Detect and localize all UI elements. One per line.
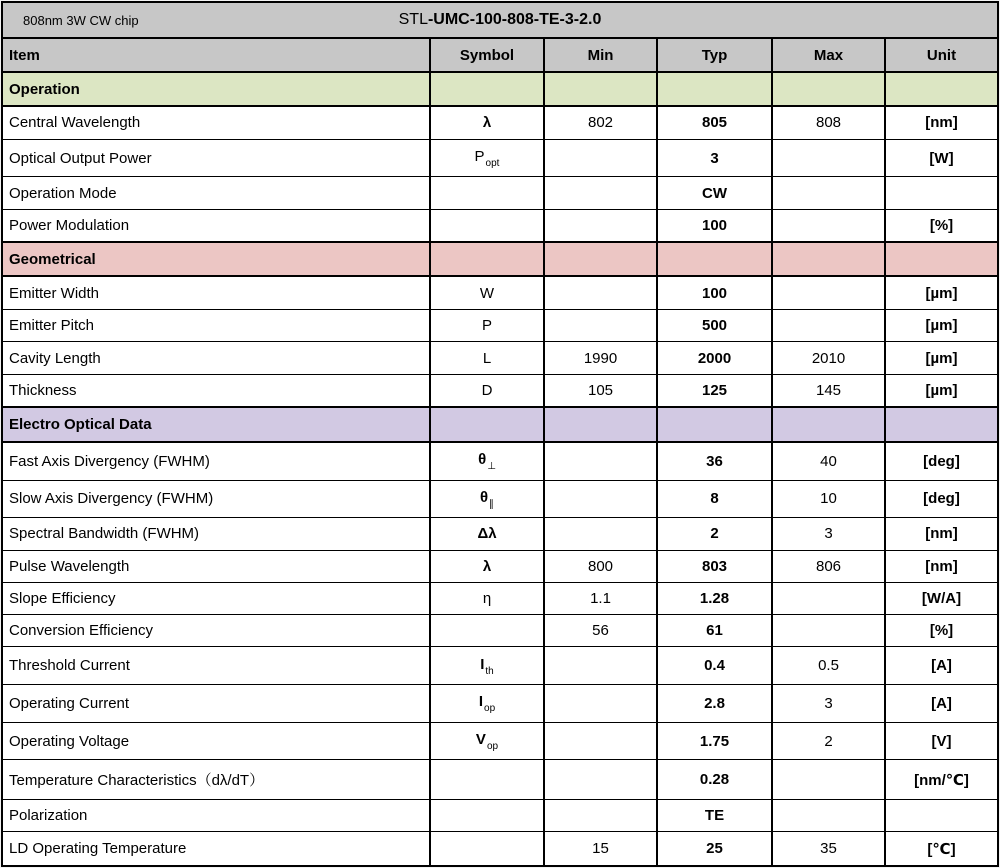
model-suffix: -UMC-100-808-TE-3-2.0 — [427, 11, 602, 28]
table-row — [3, 342, 997, 374]
table-row — [3, 615, 997, 647]
cell-unit: [µm] — [885, 374, 997, 407]
cell-min — [544, 139, 657, 177]
spec-sheet — [1, 1, 999, 867]
table-row — [3, 442, 997, 481]
cell-min: 1.1 — [544, 582, 657, 614]
cell-max: 145 — [772, 374, 885, 407]
cell-item: Operating Current — [3, 685, 430, 723]
cell-min — [544, 518, 657, 550]
cell-min — [544, 209, 657, 242]
cell-symbol: L — [430, 342, 544, 374]
cell-item: Optical Output Power — [3, 139, 430, 177]
table-row — [3, 582, 997, 614]
cell-symbol: D — [430, 374, 544, 407]
section-empty-cell — [430, 242, 544, 276]
model-number — [3, 11, 997, 29]
section-empty-cell — [772, 242, 885, 276]
table-row — [3, 799, 997, 831]
column-header-max: Max — [772, 39, 885, 72]
table-row — [3, 722, 997, 760]
cell-symbol — [430, 209, 544, 242]
section-empty-cell — [544, 242, 657, 276]
table-row — [3, 685, 997, 723]
cell-max — [772, 209, 885, 242]
cell-typ: TE — [657, 799, 772, 831]
column-header-unit: Unit — [885, 39, 997, 72]
column-header-typ: Typ — [657, 39, 772, 72]
section-empty-cell — [772, 407, 885, 441]
cell-unit: [nm/℃] — [885, 760, 997, 799]
cell-typ: 61 — [657, 615, 772, 647]
cell-typ: 100 — [657, 276, 772, 309]
cell-min — [544, 442, 657, 481]
cell-typ: 25 — [657, 832, 772, 865]
cell-item: Central Wavelength — [3, 106, 430, 139]
cell-symbol — [430, 799, 544, 831]
cell-symbol — [430, 832, 544, 865]
table-row — [3, 518, 997, 550]
cell-item: Pulse Wavelength — [3, 550, 430, 582]
cell-unit: [nm] — [885, 518, 997, 550]
cell-min: 1990 — [544, 342, 657, 374]
cell-min: 105 — [544, 374, 657, 407]
spec-table-body — [3, 72, 997, 865]
section-empty-cell — [544, 407, 657, 441]
cell-item: Temperature Characteristics（dλ/dT） — [3, 760, 430, 799]
spec-table — [3, 39, 997, 865]
cell-typ: 805 — [657, 106, 772, 139]
cell-symbol: λ — [430, 106, 544, 139]
cell-min: 800 — [544, 550, 657, 582]
cell-max — [772, 615, 885, 647]
cell-max: 35 — [772, 832, 885, 865]
cell-symbol: $P_{opt}$ — [430, 139, 544, 177]
cell-unit: [W/A] — [885, 582, 997, 614]
cell-max: 3 — [772, 518, 885, 550]
cell-max — [772, 582, 885, 614]
cell-typ: 500 — [657, 310, 772, 342]
section-empty-cell — [772, 72, 885, 106]
cell-symbol — [430, 615, 544, 647]
cell-max: 0.5 — [772, 647, 885, 685]
cell-min: 56 — [544, 615, 657, 647]
section-empty-cell — [657, 242, 772, 276]
cell-item: Conversion Efficiency — [3, 615, 430, 647]
column-header-row — [3, 39, 997, 72]
cell-max — [772, 139, 885, 177]
cell-unit: [V] — [885, 722, 997, 760]
cell-max: 806 — [772, 550, 885, 582]
cell-typ: 803 — [657, 550, 772, 582]
cell-item: Emitter Width — [3, 276, 430, 309]
cell-unit: [deg] — [885, 480, 997, 518]
cell-item: Slope Efficiency — [3, 582, 430, 614]
cell-max — [772, 760, 885, 799]
cell-unit — [885, 799, 997, 831]
cell-unit: [nm] — [885, 550, 997, 582]
cell-min — [544, 276, 657, 309]
section-empty-cell — [430, 72, 544, 106]
table-row — [3, 374, 997, 407]
section-title: Geometrical — [3, 242, 430, 276]
cell-max: 40 — [772, 442, 885, 481]
cell-typ: 0.4 — [657, 647, 772, 685]
section-empty-cell — [544, 72, 657, 106]
cell-min — [544, 760, 657, 799]
cell-symbol: P — [430, 310, 544, 342]
table-row — [3, 276, 997, 309]
cell-item: Threshold Current — [3, 647, 430, 685]
cell-unit — [885, 177, 997, 209]
cell-item: Operating Voltage — [3, 722, 430, 760]
cell-min — [544, 177, 657, 209]
cell-item: LD Operating Temperature — [3, 832, 430, 865]
table-row — [3, 832, 997, 865]
cell-max — [772, 799, 885, 831]
cell-unit: [A] — [885, 647, 997, 685]
table-row — [3, 177, 997, 209]
cell-typ: CW — [657, 177, 772, 209]
section-empty-cell — [885, 242, 997, 276]
table-row — [3, 310, 997, 342]
table-row — [3, 480, 997, 518]
column-header-symbol: Symbol — [430, 39, 544, 72]
table-row — [3, 106, 997, 139]
cell-typ: 2.8 — [657, 685, 772, 723]
cell-item: Polarization — [3, 799, 430, 831]
column-header-min: Min — [544, 39, 657, 72]
cell-item: Operation Mode — [3, 177, 430, 209]
section-empty-cell — [657, 407, 772, 441]
cell-unit: [%] — [885, 615, 997, 647]
cell-min — [544, 310, 657, 342]
cell-item: Thickness — [3, 374, 430, 407]
cell-min — [544, 685, 657, 723]
cell-symbol: $V_{op}$ — [430, 722, 544, 760]
table-row — [3, 139, 997, 177]
cell-unit: [A] — [885, 685, 997, 723]
title-bar — [3, 3, 997, 39]
cell-symbol: $\theta_\perp$ — [430, 442, 544, 481]
cell-max — [772, 177, 885, 209]
section-title: Operation — [3, 72, 430, 106]
cell-typ: 100 — [657, 209, 772, 242]
cell-unit: [℃] — [885, 832, 997, 865]
cell-symbol: η — [430, 582, 544, 614]
cell-symbol: W — [430, 276, 544, 309]
cell-typ: 1.75 — [657, 722, 772, 760]
cell-max — [772, 310, 885, 342]
cell-symbol: $I_{th}$ — [430, 647, 544, 685]
section-header-geometrical — [3, 242, 997, 276]
cell-item: Power Modulation — [3, 209, 430, 242]
cell-max: 2010 — [772, 342, 885, 374]
cell-max: 3 — [772, 685, 885, 723]
cell-typ: 125 — [657, 374, 772, 407]
section-empty-cell — [885, 72, 997, 106]
cell-min — [544, 647, 657, 685]
cell-max: 10 — [772, 480, 885, 518]
cell-min — [544, 480, 657, 518]
cell-typ: 3 — [657, 139, 772, 177]
cell-min: 15 — [544, 832, 657, 865]
cell-symbol — [430, 760, 544, 799]
cell-min: 802 — [544, 106, 657, 139]
column-header-item: Item — [3, 39, 430, 72]
section-header-electro-optical-data — [3, 407, 997, 441]
cell-unit: [W] — [885, 139, 997, 177]
cell-unit: [nm] — [885, 106, 997, 139]
section-header-operation — [3, 72, 997, 106]
table-row — [3, 760, 997, 799]
section-empty-cell — [657, 72, 772, 106]
cell-item: Slow Axis Divergency (FWHM) — [3, 480, 430, 518]
cell-typ: 2 — [657, 518, 772, 550]
cell-max: 808 — [772, 106, 885, 139]
table-row — [3, 209, 997, 242]
cell-item: Cavity Length — [3, 342, 430, 374]
cell-typ: 2000 — [657, 342, 772, 374]
cell-min — [544, 722, 657, 760]
table-row — [3, 647, 997, 685]
section-empty-cell — [885, 407, 997, 441]
cell-item: Fast Axis Divergency (FWHM) — [3, 442, 430, 481]
cell-symbol: $\theta_\parallel$ — [430, 480, 544, 518]
section-title: Electro Optical Data — [3, 407, 430, 441]
cell-unit: [µm] — [885, 342, 997, 374]
cell-unit: [%] — [885, 209, 997, 242]
cell-item: Emitter Pitch — [3, 310, 430, 342]
cell-item: Spectral Bandwidth (FWHM) — [3, 518, 430, 550]
cell-typ: 36 — [657, 442, 772, 481]
cell-symbol: $I_{op}$ — [430, 685, 544, 723]
cell-unit: [µm] — [885, 276, 997, 309]
cell-typ: 8 — [657, 480, 772, 518]
cell-symbol — [430, 177, 544, 209]
cell-min — [544, 799, 657, 831]
section-empty-cell — [430, 407, 544, 441]
cell-max: 2 — [772, 722, 885, 760]
table-row — [3, 550, 997, 582]
cell-symbol: Δλ — [430, 518, 544, 550]
cell-max — [772, 276, 885, 309]
cell-typ: 1.28 — [657, 582, 772, 614]
model-prefix: STL — [398, 11, 428, 28]
cell-typ: 0.28 — [657, 760, 772, 799]
cell-unit: [deg] — [885, 442, 997, 481]
cell-unit: [µm] — [885, 310, 997, 342]
chip-description: 808nm 3W CW chip — [23, 12, 139, 28]
cell-symbol: λ — [430, 550, 544, 582]
